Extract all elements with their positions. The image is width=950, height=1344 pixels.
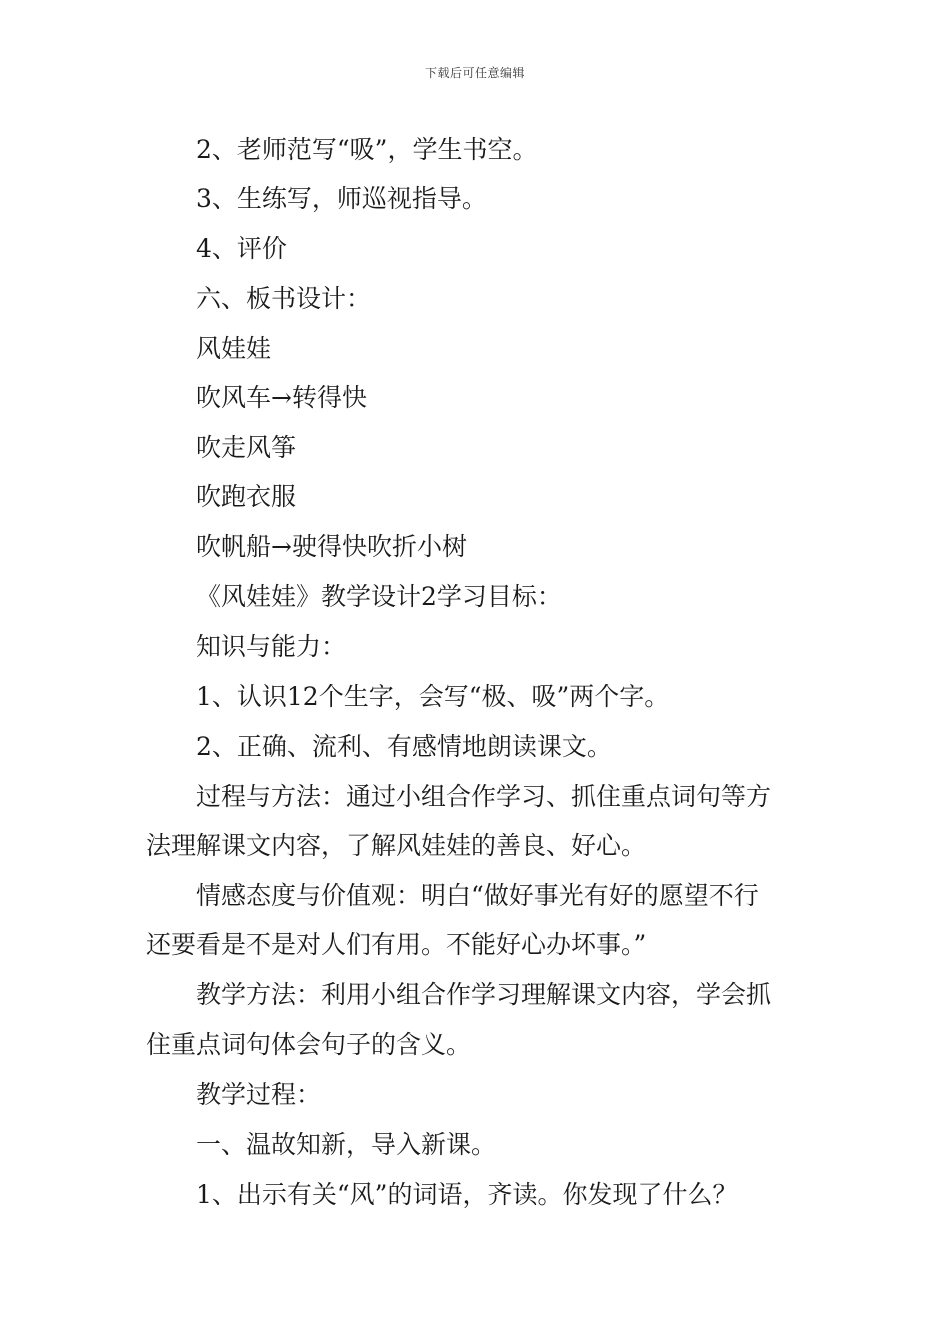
- text-line: 吹帆船→驶得快吹折小树: [196, 532, 467, 561]
- paragraph-line: 住重点词句体会句子的含义。: [146, 1030, 472, 1059]
- text-line: 1、出示有关“风”的词语，齐读。你发现了什么？: [196, 1180, 738, 1209]
- paragraph-line: 过程与方法：通过小组合作学习、抓住重点词句等方: [196, 782, 772, 811]
- text-line: 1、认识12个生字，会写“极、吸”两个字。: [196, 682, 670, 711]
- paragraph-line: 情感态度与价值观：明白“做好事光有好的愿望不行: [196, 881, 759, 910]
- section-heading: 六、板书设计：: [196, 284, 372, 313]
- paragraph-line: 教学方法：利用小组合作学习理解课文内容，学会抓: [196, 980, 772, 1009]
- text-line: 吹跑衣服: [196, 482, 297, 511]
- paragraph-line: 还要看是不是对人们有用。不能好心办坏事。”: [146, 930, 647, 959]
- paragraph-line: 法理解课文内容，了解风娃娃的善良、好心。: [146, 831, 647, 860]
- text-line: 一、温故知新，导入新课。: [196, 1130, 497, 1159]
- text-line: 2、正确、流利、有感情地朗读课文。: [196, 732, 612, 761]
- text-line: 知识与能力：: [196, 632, 347, 661]
- text-line: 4、评价: [196, 234, 287, 263]
- text-line: 风娃娃: [196, 334, 272, 363]
- section-heading: 《风娃娃》教学设计2学习目标：: [196, 582, 562, 611]
- section-heading: 教学过程：: [196, 1080, 322, 1109]
- text-line: 3、生练写，师巡视指导。: [196, 184, 487, 213]
- text-line: 吹走风筝: [196, 433, 297, 462]
- text-line: 吹风车→转得快: [196, 383, 367, 412]
- page-header: 下载后可任意编辑: [424, 66, 525, 80]
- text-line: 2、老师范写“吸”，学生书空。: [196, 135, 538, 164]
